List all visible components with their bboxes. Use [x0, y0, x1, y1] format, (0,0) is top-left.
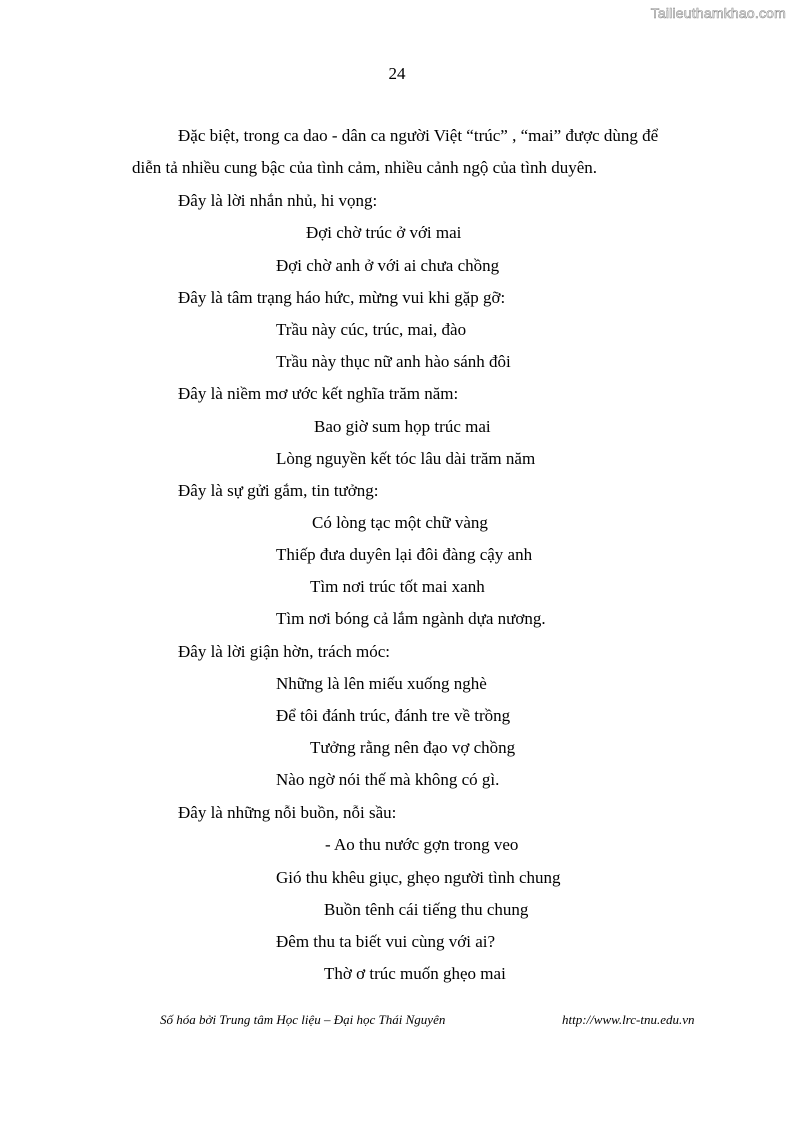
verse-line: Có lòng tạc một chữ vàng — [312, 513, 488, 532]
intro-line: diễn tả nhiều cung bậc của tình cảm, nhiều cảnh ngộ của tình duyên. — [132, 158, 597, 177]
section-heading: Đây là niềm mơ ước kết nghĩa trăm năm: — [178, 384, 459, 403]
verse-line: Tìm nơi bóng cả lắm ngành dựa nương. — [276, 609, 546, 628]
footer-url[interactable]: http://www.lrc-tnu.edu.vn — [562, 1012, 695, 1027]
page-number: 24 — [388, 64, 406, 83]
verse-line: Tìm nơi trúc tốt mai xanh — [310, 577, 485, 596]
verse-line: Trầu này thục nữ anh hào sánh đôi — [276, 352, 511, 371]
verse-line: Để tôi đánh trúc, đánh tre về trồng — [276, 706, 511, 725]
intro-line: Đặc biệt, trong ca dao - dân ca người Việt “trúc” , “mai” được dùng để — [178, 126, 659, 145]
verse-line: Trầu này cúc, trúc, mai, đào — [276, 320, 467, 339]
verse-line: Những là lên miếu xuống nghè — [276, 674, 487, 693]
verse-line: Thiếp đưa duyên lại đôi đàng cậy anh — [276, 545, 533, 564]
verse-line: - Ao thu nước gợn trong veo — [325, 835, 519, 854]
verse-line: Buồn tênh cái tiếng thu chung — [324, 900, 529, 919]
verse-line: Lòng nguyền kết tóc lâu dài trăm năm — [276, 449, 536, 468]
verse-line: Nào ngờ nói thế mà không có gì. — [276, 770, 500, 789]
verse-line: Gió thu khêu giục, ghẹo người tình chung — [276, 868, 561, 887]
section-heading: Đây là lời nhắn nhủ, hi vọng: — [178, 191, 378, 210]
verse-line: Tưởng rằng nên đạo vợ chồng — [310, 738, 516, 757]
section-heading: Đây là sự gửi gắm, tin tưởng: — [178, 481, 379, 500]
verse-line: Thờ ơ trúc muốn ghẹo mai — [324, 964, 506, 983]
section-heading: Đây là tâm trạng háo hức, mừng vui khi gặp gỡ: — [178, 288, 506, 307]
section-heading: Đây là những nỗi buồn, nỗi sầu: — [178, 803, 397, 822]
verse-line: Đợi chờ anh ở với ai chưa chồng — [276, 256, 500, 275]
watermark-text: Tailieuthamkhao.com — [650, 5, 786, 21]
section-heading: Đây là lời giận hờn, trách móc: — [178, 642, 391, 661]
verse-line: Bao giờ sum họp trúc mai — [314, 417, 491, 436]
verse-line: Đợi chờ trúc ở với mai — [306, 223, 462, 242]
verse-line: Đêm thu ta biết vui cùng với ai? — [276, 932, 496, 951]
footer-source: Số hóa bởi Trung tâm Học liệu – Đại học Thái Nguyên — [160, 1012, 446, 1027]
